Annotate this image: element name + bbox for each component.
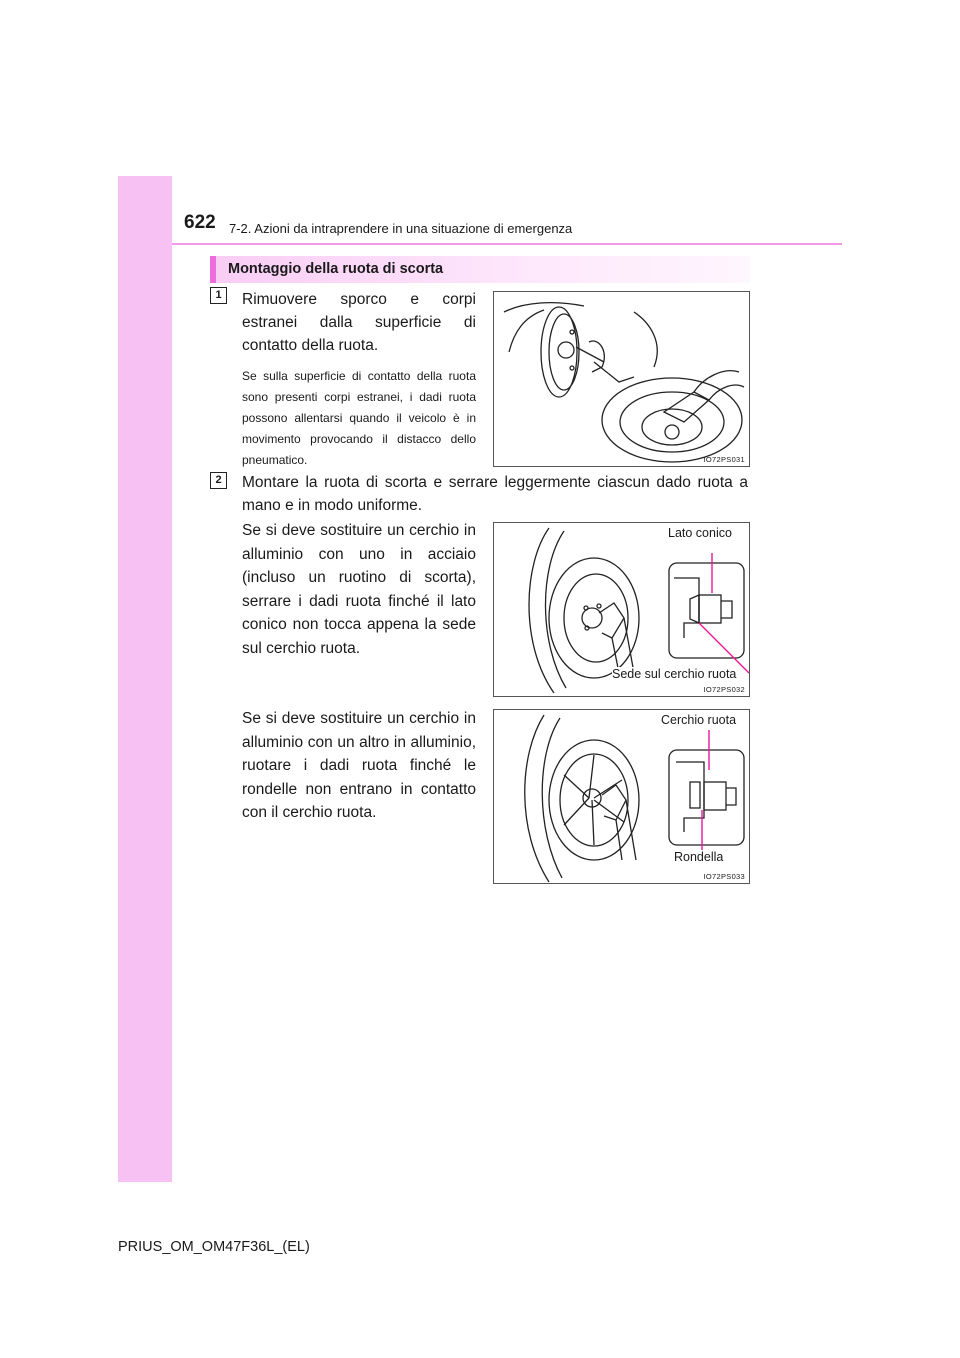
sidebar-tab [118, 176, 172, 1182]
callout-lato-conico: Lato conico [668, 526, 732, 540]
callout-rondella: Rondella [674, 850, 724, 864]
footer-doc-id: PRIUS_OM_OM47F36L_(EL) [118, 1239, 310, 1255]
step-number-2: 2 [210, 472, 227, 489]
section-title: Montaggio della ruota di scorta [228, 261, 444, 277]
figure-wheel-cleaning [493, 291, 750, 467]
figure-code-2: IO72PS032 [703, 685, 745, 694]
figure-code-3: IO72PS033 [703, 872, 745, 881]
page-number: 622 [184, 212, 216, 233]
step-number-1: 1 [210, 287, 227, 304]
figure-conical-nut [493, 522, 750, 697]
step-1-note: Se sulla superficie di contatto della ruota sono presenti corpi estranei, i dadi ruota possono allentarsi quando il veicolo è in movimento provocando il distacco dello pneumatico. [242, 369, 476, 467]
section-heading [210, 256, 750, 283]
step-2-text: Montare la ruota di scorta e serrare leggermente ciascun dado ruota a mano e in modo uniforme. [242, 474, 748, 514]
wheel-cleaning-illustration [494, 292, 750, 467]
chapter-title: 7-2. Azioni da intraprendere in una situazione di emergenza [229, 221, 573, 236]
step-2-sub1-text: Se si deve sostituire un cerchio in alluminio con uno in acciaio (incluso un ruotino di scorta), serrare i dadi ruota finché il lato conico non tocca appena la sede sul cerchio ruota. [242, 522, 476, 657]
figure-code-1: IO72PS031 [703, 455, 745, 464]
step-1-text: Rimuovere sporco e corpi estranei dalla superficie di contatto della ruota. [242, 291, 476, 354]
callout-cerchio-ruota: Cerchio ruota [661, 713, 737, 727]
callout-sede-cerchio: Sede sul cerchio ruota [612, 667, 737, 681]
step-2-sub2-text: Se si deve sostituire un cerchio in alluminio con un altro in alluminio, ruotare i dadi ruota finché le rondelle non entrano in contatto con il cerchio ruota. [242, 710, 476, 821]
header-divider [172, 243, 842, 245]
figure-washer-nut [493, 709, 750, 884]
